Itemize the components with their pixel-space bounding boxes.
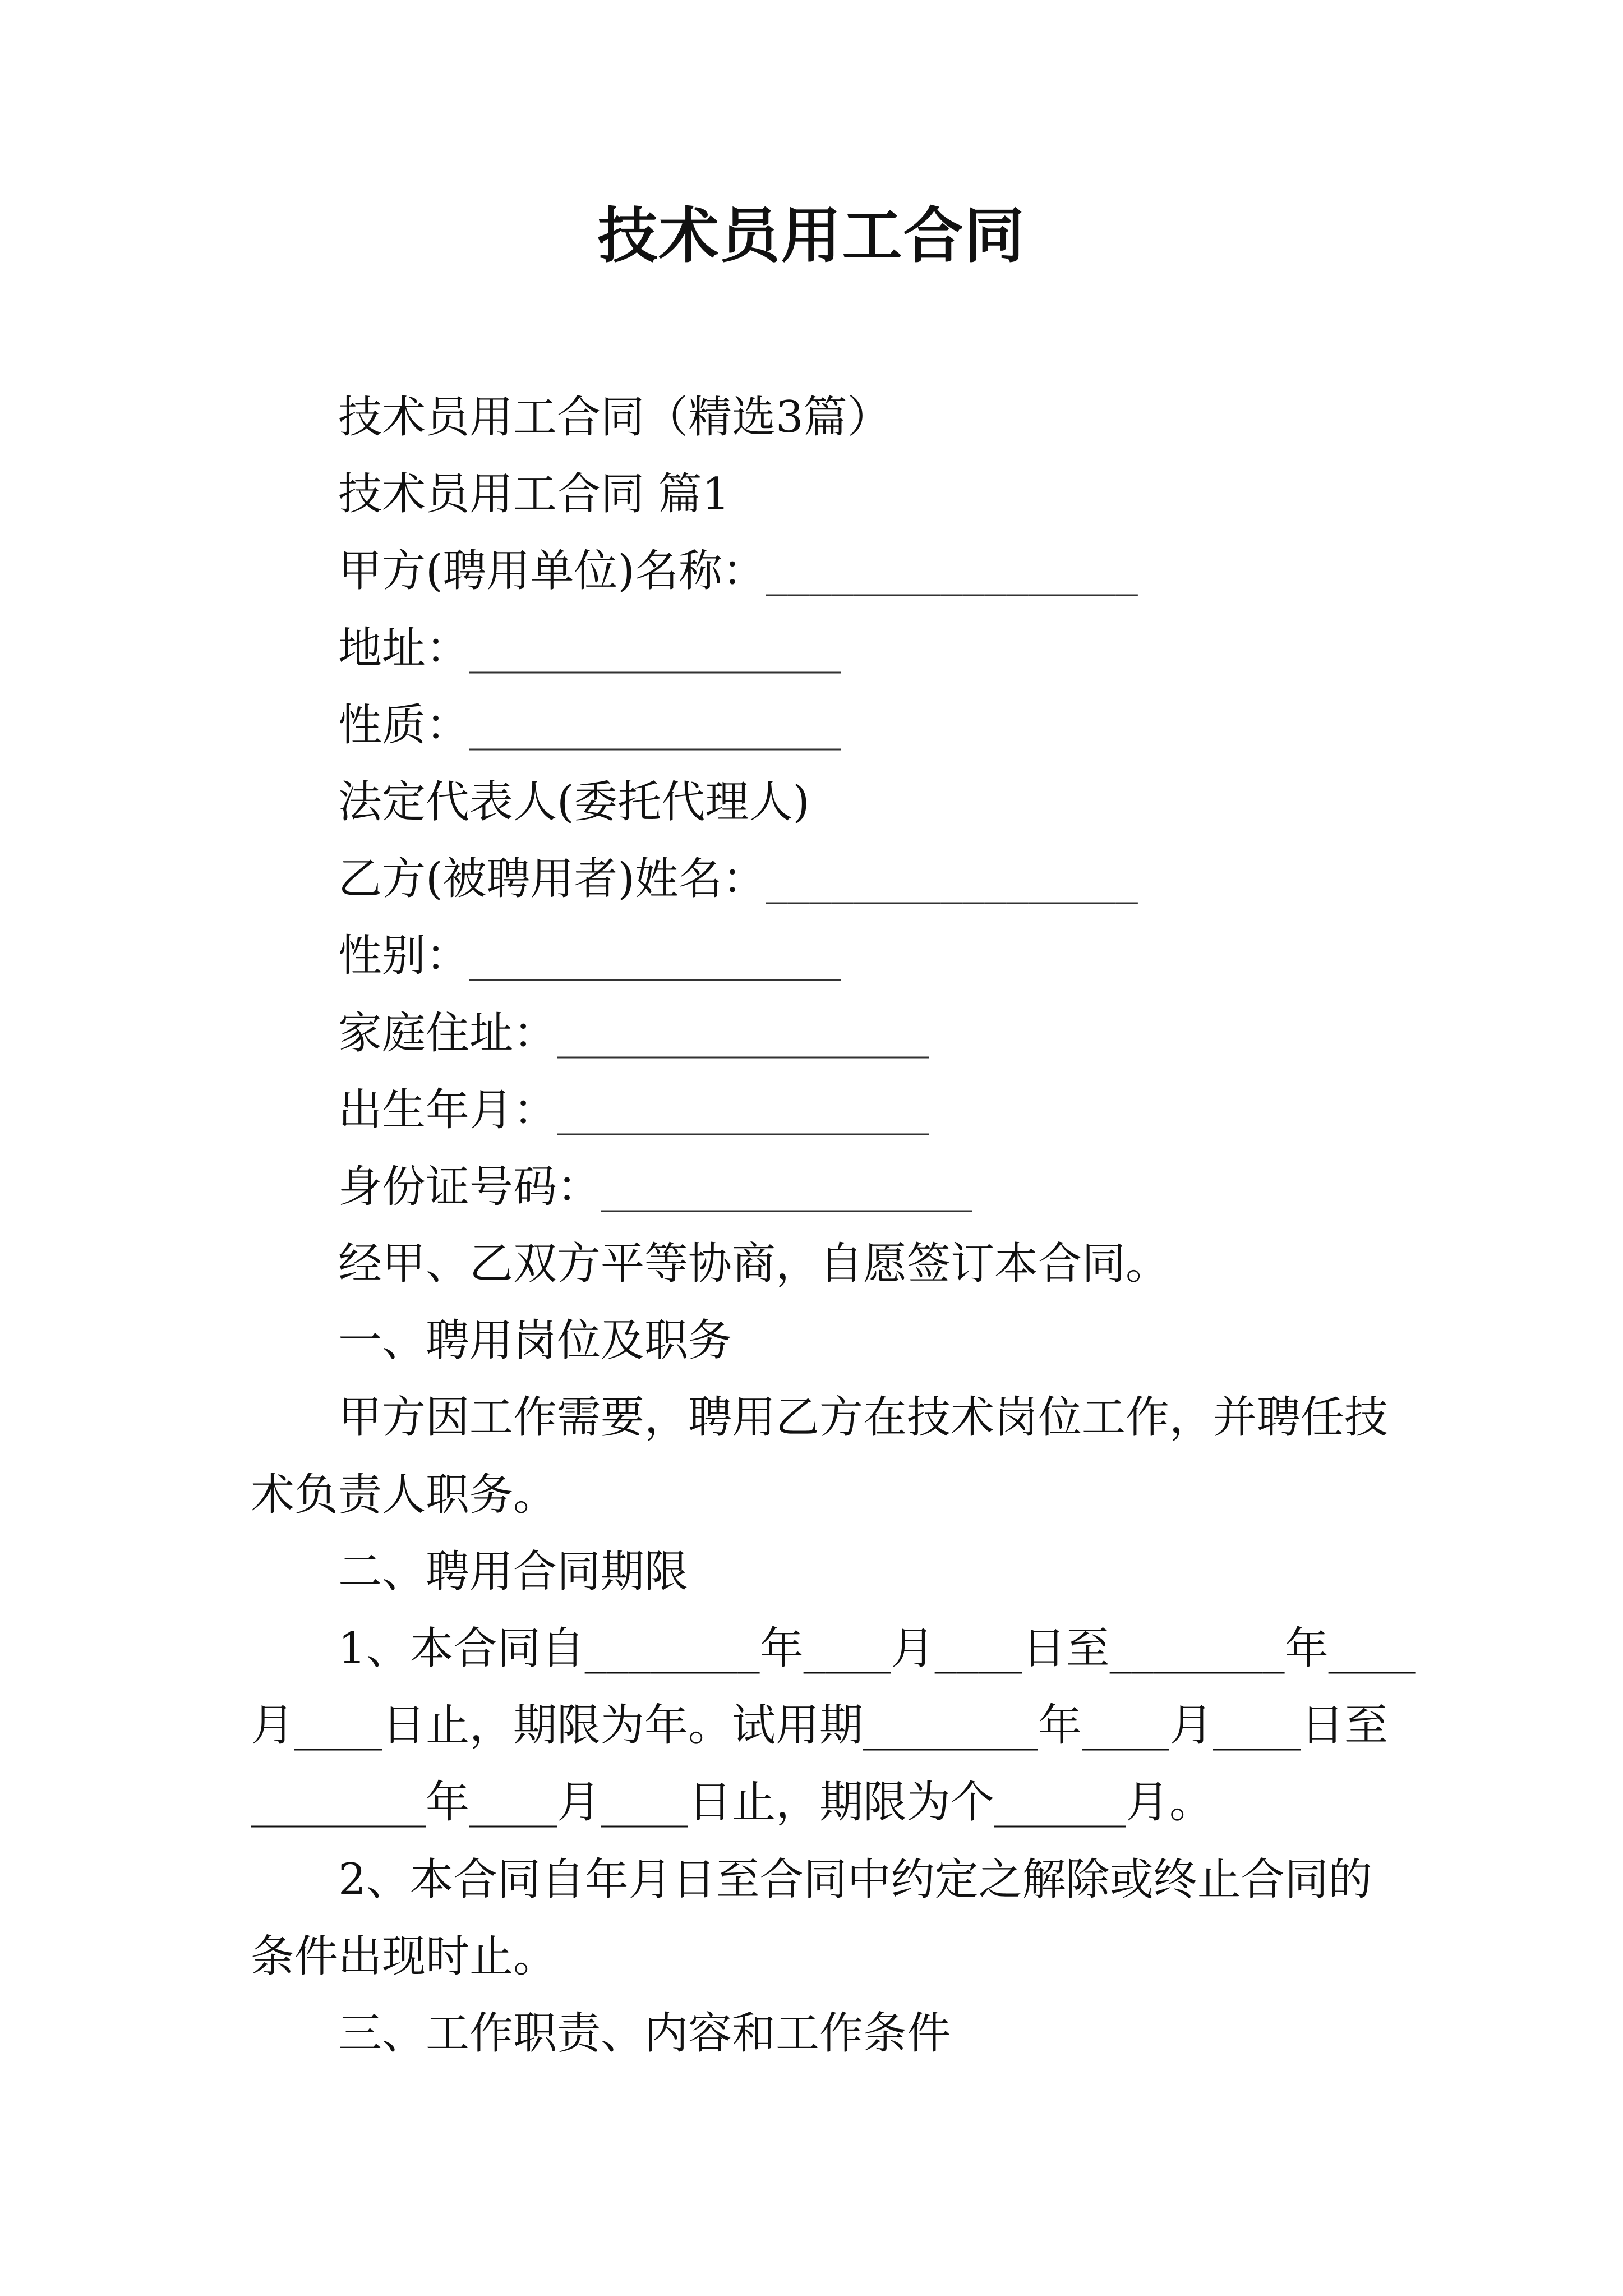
section-heading: 一、聘用岗位及职务	[338, 1315, 732, 1366]
field-label: 法定代表人(委托代理人)	[338, 776, 810, 827]
collection-title: 技术员用工合同（精选3篇）	[338, 392, 891, 443]
section-heading: 二、聘用合同期限	[338, 1546, 689, 1597]
field-id-number	[251, 1149, 1417, 1226]
field-label: 乙方(被聘用者)姓名：	[338, 854, 766, 905]
paragraph-line: 甲方因工作需要，聘用乙方在技术岗位工作，并聘任技	[338, 1392, 1389, 1443]
document-body	[251, 379, 1417, 2072]
paragraph-line: 条件出现时止。	[251, 1931, 557, 1982]
field-blank: _________________	[557, 1084, 929, 1135]
paragraph-line: 月____日止，期限为年。试用期________年____月____日至	[251, 1700, 1389, 1751]
field-address	[251, 610, 1417, 687]
field-label: 甲方(聘用单位)名称：	[338, 546, 766, 597]
field-birth-date	[251, 1072, 1417, 1149]
field-label: 家庭住址：	[338, 1007, 557, 1059]
document-title: 技术员用工合同	[597, 201, 1026, 271]
field-label: 性质：	[338, 700, 470, 751]
field-blank: _________________	[469, 931, 842, 982]
preamble: 经甲、乙双方平等协商，自愿签订本合同。	[338, 1239, 1170, 1290]
field-gender	[251, 918, 1417, 995]
paragraph-line: ________年____月____日止，期限为个______月。	[251, 1777, 1214, 1828]
field-label: 出生年月：	[338, 1084, 557, 1135]
field-blank: _________________	[469, 623, 842, 674]
field-nature	[251, 687, 1417, 764]
paragraph-line: 术负责人职务。	[251, 1469, 557, 1520]
paragraph-line: 2、本合同自年月日至合同中约定之解除或终止合同的	[338, 1854, 1372, 1905]
field-label: 性别：	[338, 931, 470, 982]
part-heading: 技术员用工合同 篇1	[338, 469, 730, 520]
field-blank: _________________	[766, 854, 1138, 905]
field-label: 地址：	[338, 623, 470, 674]
field-party-b-name	[251, 841, 1417, 918]
field-label: 身份证号码：	[338, 1161, 601, 1212]
field-blank: _________________	[766, 546, 1138, 597]
field-legal-representative	[251, 764, 1417, 841]
field-blank: _________________	[601, 1161, 973, 1212]
field-party-a-name	[251, 533, 1417, 610]
field-home-address	[251, 995, 1417, 1072]
field-blank: _________________	[469, 700, 842, 751]
field-blank: _________________	[557, 1007, 929, 1059]
section-heading: 三、工作职责、内容和工作条件	[338, 2008, 951, 2059]
paragraph-line: 1、本合同自________年____月____日至________年____	[338, 1623, 1416, 1674]
